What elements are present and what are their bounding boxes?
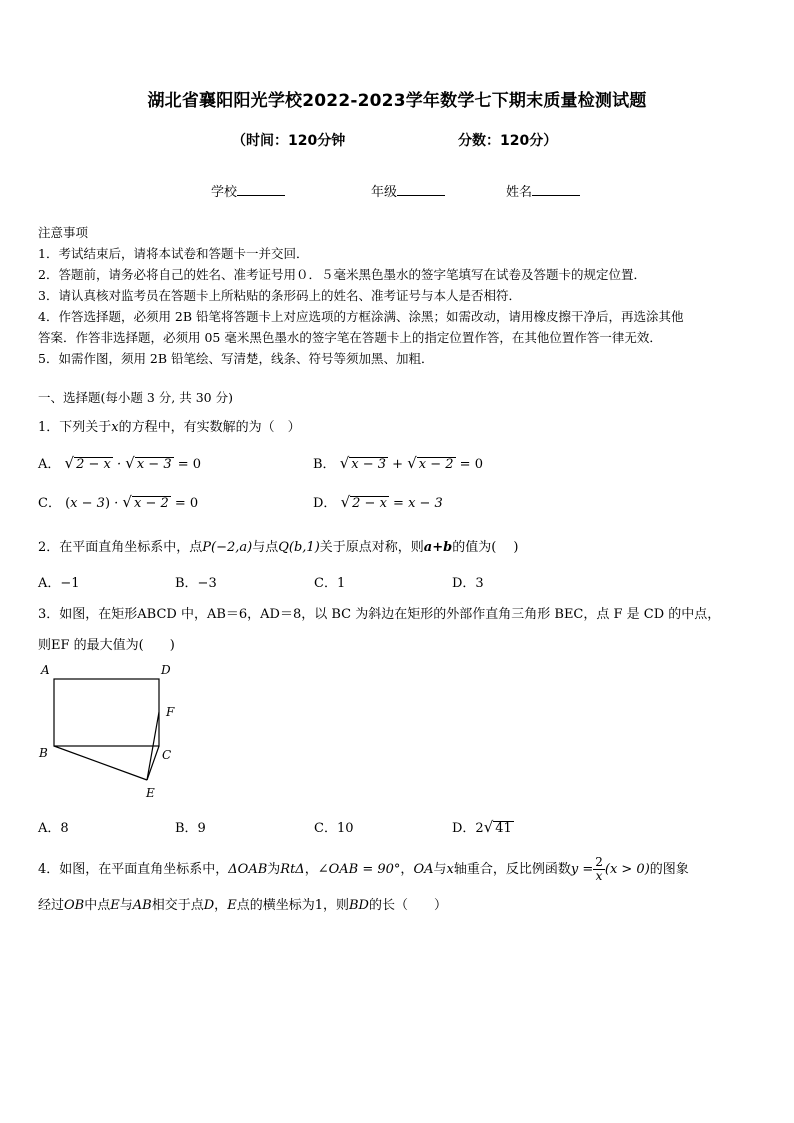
section-heading: 一、选择题(每小题 3 分, 共 30 分) bbox=[38, 390, 233, 405]
question-4-stem-line-2: 经过OB中点E与AB相交于点D，E点的横坐标为1，则BD的长（ ） bbox=[38, 898, 447, 913]
option-b-equation: √ x − 3 + √ x − 2 = 0 bbox=[339, 454, 483, 472]
exam-time: （时间：120分钟 bbox=[232, 133, 346, 149]
question-3-stem-line-1: 3．如图，在矩形ABCD 中，AB＝6，AD＝8，以 BC 为斜边在矩形的外部作直角三角形 BEC，点 F 是 CD 的中点， bbox=[38, 607, 721, 622]
question-1-option-d[interactable]: D． √ 2 − x = x − 3 bbox=[313, 493, 443, 511]
question-1-option-c[interactable]: C． (x − 3) · √ x − 2 = 0 bbox=[38, 493, 199, 511]
label-e: E bbox=[146, 786, 155, 800]
question-4-stem-line-1: 4．如图，在平面直角坐标系中，ΔOAB为RtΔ，∠OAB = 90°，OA与x轴重合，反比例函数y = $\frac{2}{x}$ (x > 0)的图象 bbox=[38, 855, 689, 883]
label-d: D bbox=[161, 663, 171, 677]
notes-heading: 注意事项 bbox=[38, 225, 89, 240]
label-b: B bbox=[39, 746, 48, 760]
option-d-equation: √ 2 − x = x − 3 bbox=[340, 493, 443, 511]
question-2-option-a[interactable]: A．−1 bbox=[38, 576, 80, 591]
label-c: C bbox=[162, 748, 172, 762]
school-blank bbox=[237, 183, 285, 196]
page-title: 湖北省襄阳阳光学校2022-2023学年数学七下期末质量检测试题 bbox=[147, 91, 647, 111]
name-field bbox=[506, 181, 580, 200]
segment-ec bbox=[147, 746, 159, 780]
question-3-option-c[interactable]: C．10 bbox=[314, 821, 354, 836]
label-a: A bbox=[41, 663, 50, 677]
note-item: 5．如需作图，须用 2B 铅笔绘、写清楚，线条、符号等须加黑、加粗． bbox=[38, 351, 434, 366]
name-label: 姓名 bbox=[506, 185, 533, 200]
school-label: 学校 bbox=[211, 185, 238, 200]
grade-field bbox=[371, 181, 445, 200]
label-f: F bbox=[166, 705, 175, 719]
note-item: 2．答题前，请务必将自己的姓名、准考证号用０．５毫米黑色墨水的签字笔填写在试卷及答题卡的规定位置． bbox=[38, 267, 646, 282]
grade-label: 年级 bbox=[371, 185, 398, 200]
note-item: 答案．作答非选择题，必须用 05 毫米黑色墨水的签字笔在答题卡上的指定位置作答，在其他位置作答一律无效． bbox=[38, 330, 662, 345]
fraction-2-over-x: $\frac{2}{x}$ bbox=[595, 855, 603, 883]
radicand: 41 bbox=[495, 821, 512, 836]
question-3-figure bbox=[30, 656, 190, 806]
name-blank bbox=[532, 183, 580, 196]
note-item: 3．请认真核对监考员在答题卡上所粘贴的条形码上的姓名、准考证号与本人是否相符． bbox=[38, 288, 521, 303]
rectangle-abcd bbox=[54, 679, 159, 746]
grade-blank bbox=[397, 183, 445, 196]
option-c-equation: (x − 3) · √ x − 2 = 0 bbox=[65, 493, 199, 511]
question-3-option-b[interactable]: B．9 bbox=[175, 821, 206, 836]
question-3-option-a[interactable]: A．8 bbox=[38, 821, 69, 836]
notes-block bbox=[38, 222, 768, 369]
question-2-option-c[interactable]: C．1 bbox=[314, 576, 346, 591]
segment-be bbox=[54, 746, 147, 780]
option-a-equation: √ 2 − x · √ x − 3 = 0 bbox=[64, 454, 202, 472]
note-item: 4．作答选择题，必须用 2B 铅笔将答题卡上对应选项的方框涂满、涂黑；如需改动，请用橡皮擦干净后，再选涂其他 bbox=[38, 309, 684, 324]
school-field bbox=[211, 181, 285, 200]
var-x: x bbox=[111, 420, 119, 435]
question-2-option-b[interactable]: B．−3 bbox=[175, 576, 217, 591]
question-2-stem: 2．在平面直角坐标系中，点P(−2,a)与点Q(b,1)关于原点对称，则a+b的值为( ) bbox=[38, 540, 519, 555]
question-1-option-b[interactable]: B． √ x − 3 + √ x − 2 = 0 bbox=[313, 454, 483, 472]
note-item: 1．考试结束后，请将本试卷和答题卡一并交回． bbox=[38, 246, 309, 261]
exam-score: 分数：120分） bbox=[458, 133, 558, 149]
question-2-option-d[interactable]: D．3 bbox=[452, 576, 484, 591]
question-3-stem-line-2: 则EF 的最大值为( ) bbox=[38, 638, 175, 653]
question-1-stem: 1．下列关于x的方程中，有实数解的为（ ） bbox=[38, 420, 301, 435]
question-3-option-d[interactable]: D．2√ 41 bbox=[452, 818, 512, 836]
question-1-option-a[interactable]: A． √ 2 − x · √ x − 3 = 0 bbox=[38, 454, 202, 472]
